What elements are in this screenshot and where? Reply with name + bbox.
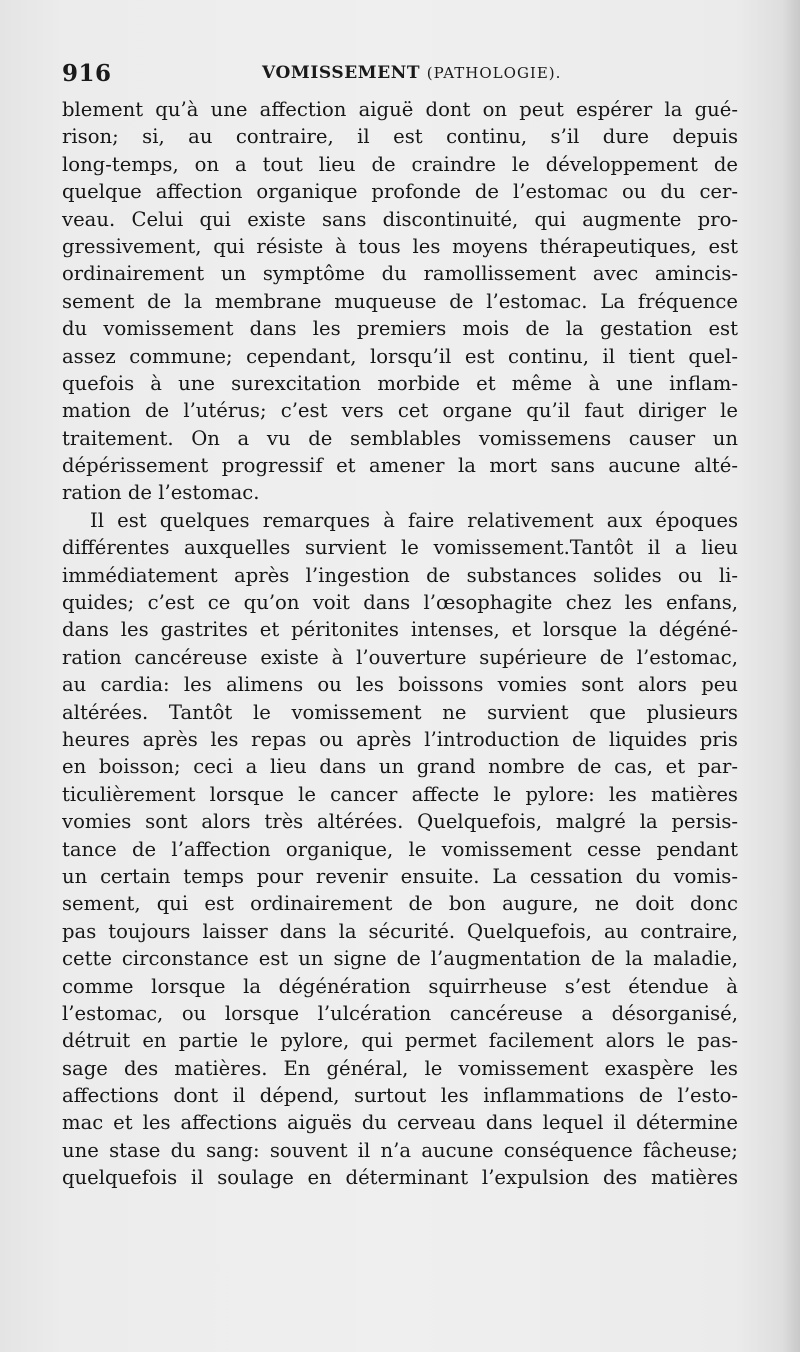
text-line: heures après les repas ou après l’introduction de liquides pris: [62, 727, 738, 751]
text-line: traitement. On a vu de semblables vomissemens causer un: [62, 426, 738, 450]
text-line: blement qu’à une affection aiguë dont on peut espérer la gué-: [62, 98, 738, 121]
running-title-main: VOMISSEMENT: [262, 63, 421, 83]
body-text: [62, 96, 738, 1192]
text-line: long-temps, on a tout lieu de craindre le développement de: [62, 152, 738, 176]
text-line-paragraph-start: Il est quelques remarques à faire relativement aux époques: [90, 508, 738, 532]
text-line: quefois à une surexcitation morbide et même à une inflam-: [62, 371, 738, 395]
text-line: altérées. Tantôt le vomissement ne survient que plusieurs: [62, 700, 738, 724]
text-line: du vomissement dans les premiers mois de la gestation est: [62, 317, 738, 341]
text-line: dépérissement progressif et amener la mort sans aucune alté-: [62, 454, 738, 478]
text-line: ordinairement un symptôme du ramollissement avec amincis-: [62, 262, 738, 286]
text-line: détruit en partie le pylore, qui permet facilement alors le pas-: [62, 1029, 738, 1053]
running-title: [262, 63, 561, 83]
text-line: assez commune; cependant, lorsqu’il est continu, il tient quel-: [62, 344, 738, 368]
text-line: dans les gastrites et péritonites intenses, et lorsque la dégéné-: [62, 618, 738, 642]
text-line: cette circonstance est un signe de l’augmentation de la maladie,: [62, 947, 738, 971]
text-line: quelque affection organique profonde de l’estomac ou du cer-: [62, 180, 738, 204]
text-line: au cardia: les alimens ou les boissons vomies sont alors peu: [62, 673, 738, 697]
page-edge-shadow: [782, 0, 800, 1352]
running-head: [62, 56, 738, 96]
text-line: veau. Celui qui existe sans discontinuité, qui augmente pro-: [62, 207, 738, 231]
text-line: gressivement, qui résiste à tous les moyens thérapeutiques, est: [62, 234, 738, 258]
text-line: immédiatement après l’ingestion de substances solides ou li-: [62, 563, 738, 587]
text-line: comme lorsque la dégénération squirrheuse s’est étendue à: [62, 974, 738, 998]
text-line: une stase du sang: souvent il n’a aucune conséquence fâcheuse;: [62, 1138, 738, 1162]
text-line: tance de l’affection organique, le vomissement cesse pendant: [62, 837, 738, 861]
text-line: sement, qui est ordinairement de bon augure, ne doit donc: [62, 892, 738, 916]
running-title-subtitle: (PATHOLOGIE).: [426, 64, 562, 82]
text-line: pas toujours laisser dans la sécurité. Quelquefois, au contraire,: [62, 919, 738, 943]
text-line: sage des matières. En général, le vomissement exaspère les: [62, 1056, 738, 1080]
text-line: en boisson; ceci a lieu dans un grand nombre de cas, et par-: [62, 755, 738, 779]
text-line: affections dont il dépend, surtout les inflammations de l’esto-: [62, 1084, 738, 1108]
text-line-paragraph-end: ration de l’estomac.: [62, 481, 260, 505]
text-line: sement de la membrane muqueuse de l’estomac. La fréquence: [62, 289, 738, 313]
text-line: quelquefois il soulage en déterminant l’expulsion des matières: [62, 1166, 738, 1190]
text-line: mation de l’utérus; c’est vers cet organe qu’il faut diriger le: [62, 399, 738, 423]
text-line: l’estomac, ou lorsque l’ulcération cancéreuse a désorganisé,: [62, 1001, 738, 1025]
text-line: ration cancéreuse existe à l’ouverture supérieure de l’estomac,: [62, 645, 738, 669]
text-line: rison; si, au contraire, il est continu, s’il dure depuis: [62, 125, 738, 149]
page-number: 916: [62, 60, 112, 87]
text-line: quides; c’est ce qu’on voit dans l’œsophagite chez les enfans,: [62, 591, 738, 615]
text-line: ticulièrement lorsque le cancer affecte le pylore: les matières: [62, 782, 738, 806]
text-line: un certain temps pour revenir ensuite. La cessation du vomis-: [62, 864, 738, 888]
text-line: mac et les affections aiguës du cerveau dans lequel il détermine: [62, 1111, 738, 1135]
text-line: différentes auxquelles survient le vomissement.Tantôt il a lieu: [62, 536, 738, 560]
text-line: vomies sont alors très altérées. Quelquefois, malgré la persis-: [62, 810, 738, 834]
